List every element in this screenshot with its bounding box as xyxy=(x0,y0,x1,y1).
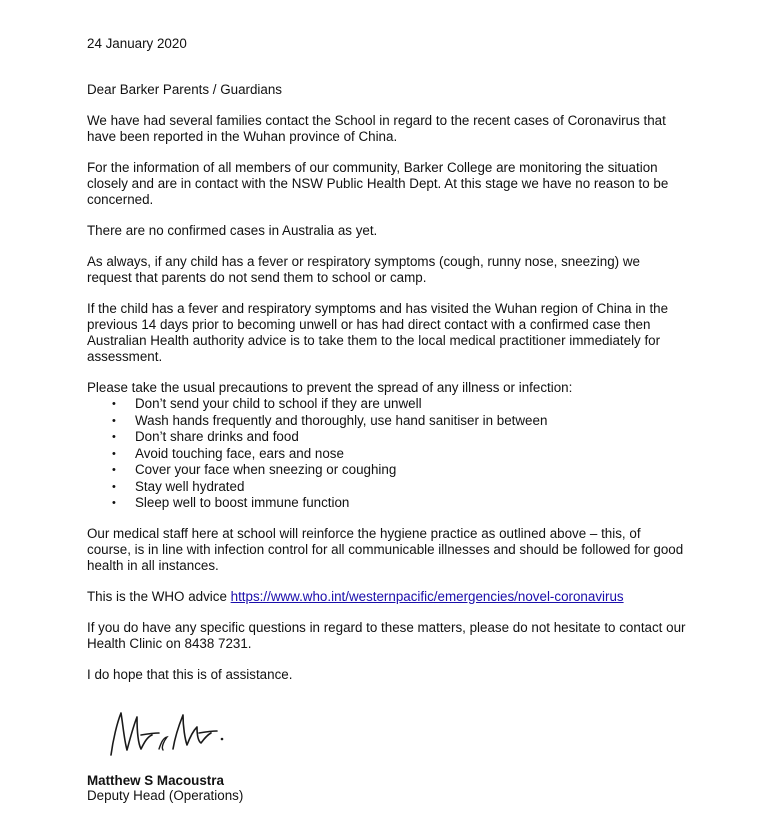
list-item-text: Sleep well to boost immune function xyxy=(135,495,350,510)
paragraph-closing: I do hope that this is of assistance. xyxy=(87,666,293,682)
signature-image xyxy=(97,705,227,765)
paragraph-monitoring: For the information of all members of our community, Barker College are monitoring the situation closely and are in contact with the NSW Public Health Dept. At this stage we have no reason to be concerned. xyxy=(87,160,669,207)
list-item xyxy=(87,413,687,430)
who-advice-label: This is the WHO advice xyxy=(87,588,231,604)
signatory-name: Matthew S Macoustra xyxy=(87,772,224,788)
list-item xyxy=(87,429,687,446)
bullet-icon: • xyxy=(112,414,116,427)
letter-date: 24 January 2020 xyxy=(87,36,187,51)
bullet-icon: • xyxy=(112,398,116,410)
list-item-text: Don’t send your child to school if they are unwell xyxy=(135,396,422,411)
paragraph-travel-advice: If the child has a fever and respiratory symptoms and has visited the Wuhan region of China in the previous 14 days prior to becoming unwell or has had direct contact with a confirmed case then Australian Health authority advice is to take them to the local medical practitioner immediately for assessment. xyxy=(87,301,669,364)
letter xyxy=(87,36,687,803)
list-item xyxy=(87,495,687,512)
list-item-text: Wash hands frequently and thoroughly, use hand sanitiser in between xyxy=(135,412,548,428)
precautions-list xyxy=(87,396,687,512)
precautions-intro: Please take the usual precautions to prevent the spread of any illness or infection: xyxy=(87,380,573,395)
paragraph-health-clinic: If you do have any specific questions in regard to these matters, please do not hesitate to contact our Health Clinic on 8438 7231. xyxy=(87,619,686,651)
list-item xyxy=(87,479,687,496)
list-item-text: Cover your face when sneezing or coughing xyxy=(135,462,397,477)
list-item xyxy=(87,396,687,413)
list-item xyxy=(87,446,687,463)
bullet-icon: • xyxy=(112,480,116,493)
salutation: Dear Barker Parents / Guardians xyxy=(87,82,282,97)
bullet-icon: • xyxy=(112,447,116,460)
list-item-text: Avoid touching face, ears and nose xyxy=(135,445,344,461)
list-item xyxy=(87,462,687,479)
bullet-icon: • xyxy=(112,497,116,509)
list-item-text: Stay well hydrated xyxy=(135,478,245,494)
paragraph-symptoms: As always, if any child has a fever or respiratory symptoms (cough, runny nose, sneezing) we request that parents do not send them to school or camp. xyxy=(87,254,640,285)
paragraph-no-cases: There are no confirmed cases in Australia as yet. xyxy=(87,223,378,238)
bullet-icon: • xyxy=(112,431,116,443)
paragraph-families-contact: We have had several families contact the School in regard to the recent cases of Coronavirus that have been reported in the Wuhan province of China. xyxy=(87,113,666,144)
paragraph-medical-staff: Our medical staff here at school will reinforce the hygiene practice as outlined above – this, of course, is in line with infection control for all communicable illnesses and should be followed for good health in all instances. xyxy=(87,525,684,573)
list-item-text: Don’t share drinks and food xyxy=(135,429,299,444)
signatory-title: Deputy Head (Operations) xyxy=(87,787,244,803)
who-advice-link[interactable]: https://www.who.int/westernpacific/emergencies/novel-coronavirus xyxy=(230,588,624,604)
bullet-icon: • xyxy=(112,464,116,476)
paragraph-who-advice xyxy=(87,589,687,605)
